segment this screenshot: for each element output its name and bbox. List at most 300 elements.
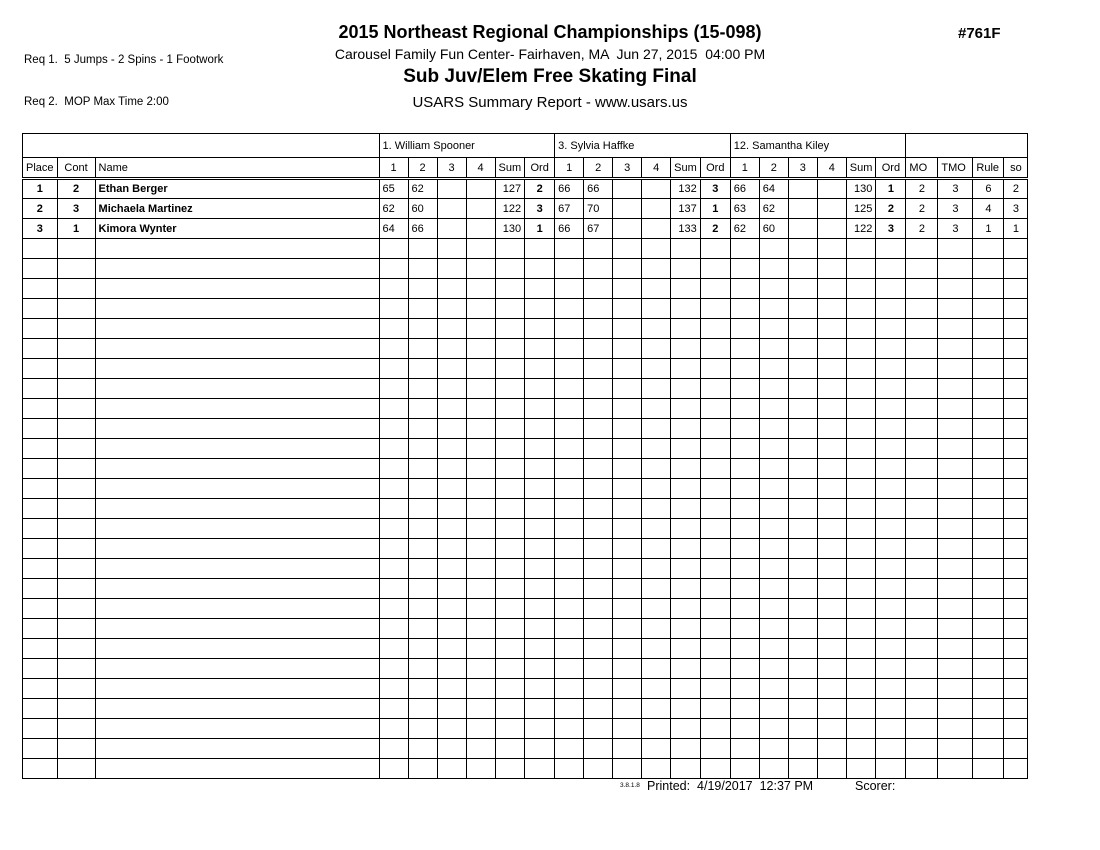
ord-cell — [700, 699, 730, 719]
score-cell — [817, 439, 846, 459]
score-cell — [584, 299, 613, 319]
score-cell — [759, 239, 788, 259]
so-cell — [1004, 699, 1028, 719]
score-cell — [759, 679, 788, 699]
sum-cell — [495, 599, 525, 619]
score-cell — [466, 419, 495, 439]
sum-cell — [671, 619, 701, 639]
sum-cell — [671, 759, 701, 779]
score-cell — [555, 719, 584, 739]
score-cell — [642, 739, 671, 759]
sum-cell — [495, 639, 525, 659]
ord-cell — [525, 259, 555, 279]
score-cell — [788, 179, 817, 199]
ord-cell — [876, 379, 906, 399]
score-cell — [437, 259, 466, 279]
name-cell — [95, 279, 379, 299]
score-cell — [642, 239, 671, 259]
score-cell — [730, 379, 759, 399]
score-cell — [437, 339, 466, 359]
empty-row — [23, 259, 1028, 279]
tmo-cell — [938, 439, 973, 459]
place-cell — [23, 339, 58, 359]
cont-cell — [57, 239, 95, 259]
ord-cell — [525, 659, 555, 679]
software-version: 3.8.1.8 — [620, 782, 640, 789]
score-cell — [642, 559, 671, 579]
score-cell — [466, 739, 495, 759]
score-cell — [817, 659, 846, 679]
ord-cell — [525, 399, 555, 419]
score-cell — [817, 339, 846, 359]
tmo-cell — [938, 279, 973, 299]
score-cell — [613, 319, 642, 339]
tmo-cell — [938, 719, 973, 739]
score-cell — [788, 199, 817, 219]
score-cell — [408, 599, 437, 619]
score-cell — [730, 319, 759, 339]
score-cell — [466, 179, 495, 199]
so-cell — [1004, 479, 1028, 499]
place-cell — [23, 319, 58, 339]
empty-row — [23, 419, 1028, 439]
sum-cell — [671, 239, 701, 259]
tmo-cell — [938, 659, 973, 679]
score-cell — [437, 739, 466, 759]
score-cell — [466, 379, 495, 399]
so-cell — [1004, 759, 1028, 779]
place-cell — [23, 599, 58, 619]
cont-cell — [57, 379, 95, 399]
empty-row — [23, 319, 1028, 339]
rule-cell — [973, 759, 1004, 779]
score-cell — [642, 479, 671, 499]
score-cell — [730, 359, 759, 379]
col-header-tmo: TMO — [938, 158, 973, 179]
score-cell — [408, 359, 437, 379]
ord-cell — [525, 439, 555, 459]
report-type-line: USARS Summary Report - www.usars.us — [412, 94, 688, 111]
score-cell — [759, 439, 788, 459]
score-cell — [642, 259, 671, 279]
score-cell — [437, 279, 466, 299]
score-cell — [642, 439, 671, 459]
name-cell — [95, 659, 379, 679]
score-cell — [817, 419, 846, 439]
name-cell: Michaela Martinez — [95, 199, 379, 219]
tmo-cell — [938, 299, 973, 319]
empty-row — [23, 359, 1028, 379]
title-block — [0, 22, 1100, 111]
tmo-cell — [938, 259, 973, 279]
sum-cell — [495, 339, 525, 359]
score-cell — [555, 419, 584, 439]
ord-cell — [700, 539, 730, 559]
score-cell — [379, 619, 408, 639]
ord-cell — [700, 379, 730, 399]
tmo-cell — [938, 419, 973, 439]
cont-cell — [57, 619, 95, 639]
tmo-cell: 3 — [938, 179, 973, 199]
score-cell — [817, 619, 846, 639]
score-cell — [408, 319, 437, 339]
score-cell — [555, 459, 584, 479]
ord-cell — [525, 339, 555, 359]
score-cell — [555, 519, 584, 539]
tmo-cell — [938, 559, 973, 579]
score-cell — [730, 599, 759, 619]
cont-cell — [57, 559, 95, 579]
ord-cell — [876, 539, 906, 559]
score-cell — [555, 299, 584, 319]
empty-row — [23, 439, 1028, 459]
score-cell — [379, 639, 408, 659]
mo-cell — [906, 299, 938, 319]
score-cell — [613, 699, 642, 719]
score-cell — [788, 559, 817, 579]
sum-cell — [495, 739, 525, 759]
score-cell: 67 — [555, 199, 584, 219]
col-header-cont: Cont — [57, 158, 95, 179]
sum-cell — [846, 259, 876, 279]
score-cell: 66 — [730, 179, 759, 199]
sum-cell — [671, 679, 701, 699]
so-cell — [1004, 579, 1028, 599]
ord-cell — [700, 619, 730, 639]
rule-cell — [973, 359, 1004, 379]
sum-cell: 132 — [671, 179, 701, 199]
column-header-row — [23, 158, 1028, 179]
score-cell — [379, 719, 408, 739]
sum-cell — [846, 499, 876, 519]
score-cell — [555, 659, 584, 679]
score-cell — [379, 379, 408, 399]
score-cell — [642, 419, 671, 439]
score-cell — [584, 639, 613, 659]
cont-cell — [57, 279, 95, 299]
so-cell — [1004, 339, 1028, 359]
score-cell — [408, 419, 437, 439]
name-cell — [95, 379, 379, 399]
empty-row — [23, 639, 1028, 659]
ord-cell — [876, 419, 906, 439]
rule-cell — [973, 539, 1004, 559]
rule-cell — [973, 739, 1004, 759]
sum-cell — [846, 299, 876, 319]
empty-row — [23, 699, 1028, 719]
ord-cell — [525, 639, 555, 659]
score-cell — [817, 179, 846, 199]
score-cell — [730, 659, 759, 679]
so-cell — [1004, 739, 1028, 759]
score-cell — [437, 559, 466, 579]
rule-cell — [973, 239, 1004, 259]
printed-timestamp: Printed: 4/19/2017 12:37 PM — [647, 779, 814, 793]
cont-cell — [57, 579, 95, 599]
score-cell — [437, 719, 466, 739]
cont-cell — [57, 659, 95, 679]
score-cell — [379, 499, 408, 519]
mo-cell — [906, 719, 938, 739]
score-cell — [613, 239, 642, 259]
so-cell — [1004, 399, 1028, 419]
ord-cell — [876, 519, 906, 539]
req-line-2: Req 2. MOP Max Time 2:00 — [24, 96, 169, 108]
score-cell — [584, 719, 613, 739]
name-cell — [95, 479, 379, 499]
score-cell: 70 — [584, 199, 613, 219]
score-cell — [613, 659, 642, 679]
score-cell — [466, 319, 495, 339]
score-cell — [408, 539, 437, 559]
col-header-trial-4: 4 — [466, 158, 495, 179]
rule-cell — [973, 559, 1004, 579]
name-cell — [95, 699, 379, 719]
score-cell — [788, 619, 817, 639]
score-cell — [437, 579, 466, 599]
cont-cell — [57, 499, 95, 519]
score-cell — [788, 699, 817, 719]
judge-band-spacer-right — [906, 134, 1028, 158]
cont-cell — [57, 599, 95, 619]
ord-cell — [525, 279, 555, 299]
event-title: Sub Juv/Elem Free Skating Final — [403, 66, 697, 87]
score-cell — [759, 419, 788, 439]
sum-cell — [495, 759, 525, 779]
sum-cell — [671, 739, 701, 759]
name-cell — [95, 259, 379, 279]
score-cell — [584, 339, 613, 359]
score-cell — [817, 499, 846, 519]
sum-cell — [671, 419, 701, 439]
ord-cell — [525, 299, 555, 319]
score-cell — [642, 659, 671, 679]
empty-row — [23, 379, 1028, 399]
score-cell — [379, 699, 408, 719]
name-cell: Ethan Berger — [95, 179, 379, 199]
score-cell — [466, 259, 495, 279]
col-header-place: Place — [23, 158, 58, 179]
rule-cell — [973, 479, 1004, 499]
score-cell — [584, 519, 613, 539]
ord-cell: 1 — [700, 199, 730, 219]
ord-cell: 3 — [876, 219, 906, 239]
sum-cell — [495, 659, 525, 679]
score-cell — [408, 499, 437, 519]
score-cell — [379, 739, 408, 759]
score-cell: 67 — [584, 219, 613, 239]
ord-cell — [525, 579, 555, 599]
score-cell — [555, 699, 584, 719]
score-cell — [817, 399, 846, 419]
sum-cell — [846, 419, 876, 439]
score-cell — [584, 679, 613, 699]
ord-cell — [525, 359, 555, 379]
so-cell: 1 — [1004, 219, 1028, 239]
score-cell — [408, 699, 437, 719]
empty-row — [23, 479, 1028, 499]
score-cell — [788, 299, 817, 319]
ord-cell — [876, 719, 906, 739]
score-cell — [408, 279, 437, 299]
sum-cell — [846, 379, 876, 399]
ord-cell — [700, 479, 730, 499]
sum-cell — [671, 339, 701, 359]
score-cell — [466, 279, 495, 299]
score-cell — [466, 519, 495, 539]
ord-cell: 2 — [700, 219, 730, 239]
sum-cell — [671, 699, 701, 719]
score-cell — [466, 599, 495, 619]
sum-cell — [495, 679, 525, 699]
empty-row — [23, 399, 1028, 419]
score-cell — [642, 759, 671, 779]
name-cell — [95, 419, 379, 439]
score-cell — [613, 639, 642, 659]
score-cell — [584, 539, 613, 559]
ord-cell — [700, 639, 730, 659]
ord-cell — [876, 299, 906, 319]
name-cell — [95, 559, 379, 579]
score-cell — [379, 439, 408, 459]
score-cell — [408, 439, 437, 459]
place-cell — [23, 499, 58, 519]
so-cell — [1004, 419, 1028, 439]
score-cell — [788, 739, 817, 759]
rule-cell — [973, 499, 1004, 519]
sum-cell — [846, 599, 876, 619]
score-cell — [788, 719, 817, 739]
score-cell — [466, 499, 495, 519]
cont-cell — [57, 639, 95, 659]
place-cell — [23, 259, 58, 279]
score-cell: 62 — [730, 219, 759, 239]
rule-cell — [973, 619, 1004, 639]
score-cell — [408, 479, 437, 499]
sum-cell — [495, 259, 525, 279]
ord-cell — [525, 499, 555, 519]
cont-cell — [57, 399, 95, 419]
empty-row — [23, 659, 1028, 679]
empty-row — [23, 599, 1028, 619]
score-cell — [613, 399, 642, 419]
sum-cell — [671, 519, 701, 539]
ord-cell — [525, 379, 555, 399]
empty-row — [23, 739, 1028, 759]
place-cell — [23, 399, 58, 419]
score-cell — [466, 579, 495, 599]
rule-cell: 1 — [973, 219, 1004, 239]
score-cell: 64 — [759, 179, 788, 199]
score-cell: 66 — [555, 219, 584, 239]
col-header-trial-4: 4 — [817, 158, 846, 179]
place-cell — [23, 279, 58, 299]
score-cell — [788, 399, 817, 419]
score-cell — [584, 459, 613, 479]
score-cell — [817, 599, 846, 619]
rule-cell — [973, 319, 1004, 339]
sum-cell — [495, 559, 525, 579]
score-cell — [379, 599, 408, 619]
score-cell — [613, 739, 642, 759]
so-cell — [1004, 619, 1028, 639]
score-cell — [817, 699, 846, 719]
sum-cell: 125 — [846, 199, 876, 219]
sum-cell — [495, 699, 525, 719]
ord-cell — [525, 599, 555, 619]
score-cell — [437, 359, 466, 379]
score-cell — [730, 499, 759, 519]
tmo-cell — [938, 339, 973, 359]
sum-cell — [495, 439, 525, 459]
ord-cell — [525, 739, 555, 759]
so-cell — [1004, 639, 1028, 659]
score-cell — [584, 739, 613, 759]
score-cell — [613, 259, 642, 279]
score-cell — [466, 479, 495, 499]
place-cell — [23, 659, 58, 679]
score-cell — [379, 579, 408, 599]
score-cell — [759, 299, 788, 319]
ord-cell — [876, 659, 906, 679]
ord-cell — [876, 439, 906, 459]
rule-cell — [973, 719, 1004, 739]
tmo-cell: 3 — [938, 199, 973, 219]
ord-cell — [525, 459, 555, 479]
name-cell — [95, 439, 379, 459]
name-cell: Kimora Wynter — [95, 219, 379, 239]
sum-cell — [495, 419, 525, 439]
sum-cell — [671, 659, 701, 679]
ord-cell — [525, 679, 555, 699]
sum-cell — [495, 539, 525, 559]
score-cell — [759, 639, 788, 659]
cont-cell — [57, 519, 95, 539]
score-cell — [788, 219, 817, 239]
score-cell — [817, 759, 846, 779]
score-cell — [817, 239, 846, 259]
judge-band-row — [23, 134, 1028, 158]
score-cell — [759, 739, 788, 759]
tmo-cell — [938, 679, 973, 699]
score-cell — [642, 499, 671, 519]
sum-cell — [846, 479, 876, 499]
name-cell — [95, 619, 379, 639]
tmo-cell — [938, 699, 973, 719]
place-cell — [23, 579, 58, 599]
score-cell — [642, 199, 671, 219]
mo-cell: 2 — [906, 199, 938, 219]
ord-cell — [525, 699, 555, 719]
cont-cell — [57, 299, 95, 319]
score-cell — [613, 359, 642, 379]
req-line-1: Req 1. 5 Jumps - 2 Spins - 1 Footwork — [24, 54, 224, 66]
cont-cell — [57, 539, 95, 559]
sum-cell — [846, 339, 876, 359]
tmo-cell — [938, 459, 973, 479]
score-cell — [379, 259, 408, 279]
score-cell — [408, 399, 437, 419]
score-cell — [759, 539, 788, 559]
col-header-trial-2: 2 — [759, 158, 788, 179]
rule-cell — [973, 639, 1004, 659]
score-cell — [555, 439, 584, 459]
name-cell — [95, 239, 379, 259]
score-cell — [613, 299, 642, 319]
so-cell: 3 — [1004, 199, 1028, 219]
empty-row — [23, 559, 1028, 579]
ord-cell — [876, 359, 906, 379]
